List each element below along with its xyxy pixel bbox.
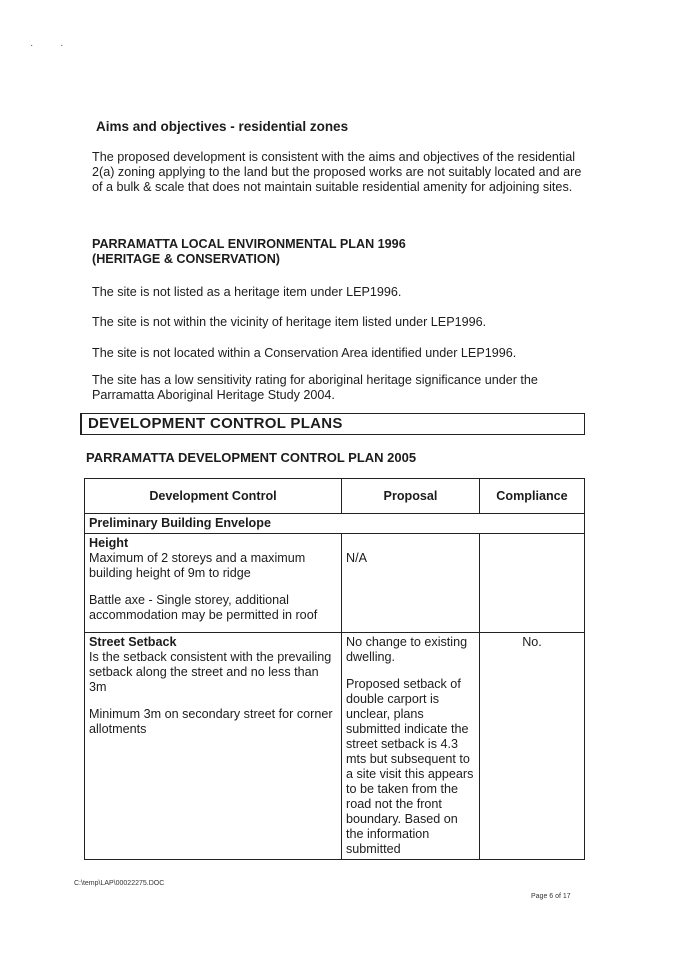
lep-paragraph-3: The site is not located within a Conservation Area identified under LEP1996.	[92, 346, 517, 360]
lep-paragraph-4: The site has a low sensitivity rating for aboriginal heritage significance under the Parramatta Aboriginal Heritage Study 2004.	[92, 373, 538, 402]
lep-heading-line1: PARRAMATTA LOCAL ENVIRONMENTAL PLAN 1996	[92, 237, 406, 251]
setback-proposal-2: Proposed setback of double carport is unclear, plans submitted indicate the street setback is 4.3 mts but subsequent to a site visit this appears to be taken from the road not the front boundary. Based on the information submitted	[346, 677, 474, 856]
setback-title: Street Setback	[89, 635, 177, 649]
table-header-row	[85, 479, 585, 514]
footer-page-number: Page 6 of 17	[531, 893, 571, 900]
dcp-box-heading	[80, 413, 585, 435]
setback-compliance-cell: No.	[480, 633, 585, 860]
setback-control-cell	[85, 633, 342, 860]
height-control-2: Battle axe - Single storey, additional accommodation may be permitted in roof	[89, 593, 318, 622]
setback-proposal-1: No change to existing dwelling.	[346, 635, 468, 664]
lep-heading-line2: (HERITAGE & CONSERVATION)	[92, 252, 280, 266]
section-label: Preliminary Building Envelope	[85, 514, 585, 534]
table-row-height	[85, 534, 585, 633]
lep-paragraph-1: The site is not listed as a heritage item under LEP1996.	[92, 285, 402, 299]
aims-heading: Aims and objectives - residential zones	[96, 119, 349, 134]
header-proposal: Proposal	[342, 479, 480, 514]
setback-control-2: Minimum 3m on secondary street for corner allotments	[89, 707, 333, 736]
aims-paragraph: The proposed development is consistent with the aims and objectives of the residential 2(a) zoning applying to the land but the proposed works are not suitably located and are of a bulk & scale that does not maintain suitable residential amenity for adjoining sites.	[92, 150, 582, 194]
scan-marks: · ·	[30, 40, 76, 51]
table-section-row	[85, 514, 585, 534]
lep-paragraph-2: The site is not within the vicinity of heritage item listed under LEP1996.	[92, 315, 487, 329]
table-row-setback	[85, 633, 585, 860]
development-control-table	[84, 478, 585, 860]
height-control-cell	[85, 534, 342, 633]
height-compliance-cell	[480, 534, 585, 633]
header-development-control: Development Control	[85, 479, 342, 514]
height-proposal-cell	[342, 534, 480, 633]
dcp-box-heading-text: DEVELOPMENT CONTROL PLANS	[88, 415, 343, 432]
setback-control-1: Is the setback consistent with the prevailing setback along the street and no less than 3m	[89, 650, 332, 694]
dcp-subheading: PARRAMATTA DEVELOPMENT CONTROL PLAN 2005	[86, 450, 417, 465]
height-control-1: Maximum of 2 storeys and a maximum building height of 9m to ridge	[89, 551, 306, 580]
height-proposal: N/A	[346, 551, 367, 565]
header-compliance: Compliance	[480, 479, 585, 514]
setback-proposal-cell	[342, 633, 480, 860]
height-title: Height	[89, 536, 129, 550]
footer-file-path: C:\temp\LAP\00022275.DOC	[74, 880, 165, 887]
